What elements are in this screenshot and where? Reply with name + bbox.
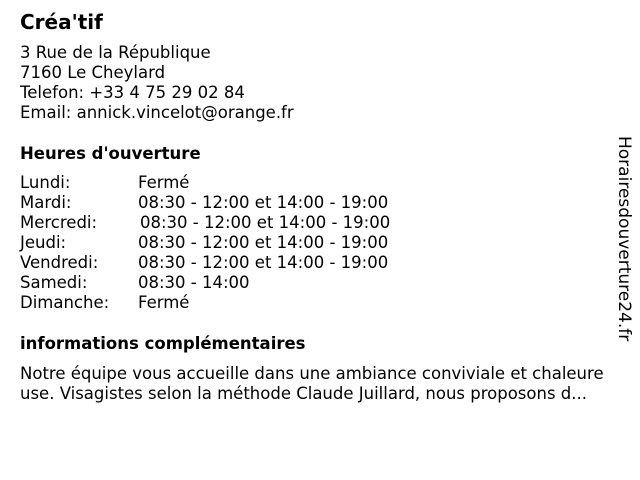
hours-time: 08:30 - 12:00 et 14:00 - 19:00	[138, 233, 389, 252]
hours-time: 08:30 - 14:00	[138, 273, 250, 292]
address-city: 7160 Le Cheylard	[20, 63, 166, 82]
hours-time: 08:30 - 12:00 et 14:00 - 19:00	[138, 193, 389, 212]
business-name: Créa'tif	[20, 10, 103, 34]
hours-day: Samedi:	[20, 273, 88, 292]
info-line-2: use. Visagistes selon la méthode Claude Juillard, nous proposons d...	[20, 384, 588, 403]
info-line-1: Notre équipe vous accueille dans une ambiance conviviale et chaleure	[20, 364, 604, 383]
email-address: Email: annick.vincelot@orange.fr	[20, 103, 294, 122]
info-heading: informations complémentaires	[20, 334, 306, 353]
hours-heading: Heures d'ouverture	[20, 144, 201, 163]
hours-time: 08:30 - 12:00 et 14:00 - 19:00	[140, 213, 391, 232]
info-description	[20, 364, 630, 404]
hours-day: Lundi:	[20, 173, 71, 192]
hours-time: 08:30 - 12:00 et 14:00 - 19:00	[138, 253, 389, 272]
hours-day: Mercredi:	[20, 213, 98, 232]
hours-time: Fermé	[138, 293, 190, 312]
watermark	[611, 136, 637, 350]
hours-day: Dimanche:	[20, 293, 110, 312]
phone-number: Telefon: +33 4 75 29 02 84	[20, 83, 245, 102]
contact-block	[20, 43, 294, 123]
hours-day: Mardi:	[20, 193, 72, 212]
watermark-text: Horairesdouverture24.fr	[614, 136, 634, 342]
address-street: 3 Rue de la République	[20, 43, 211, 62]
hours-time: Fermé	[138, 173, 190, 192]
hours-day: Jeudi:	[20, 233, 67, 252]
hours-day: Vendredi:	[20, 253, 99, 272]
